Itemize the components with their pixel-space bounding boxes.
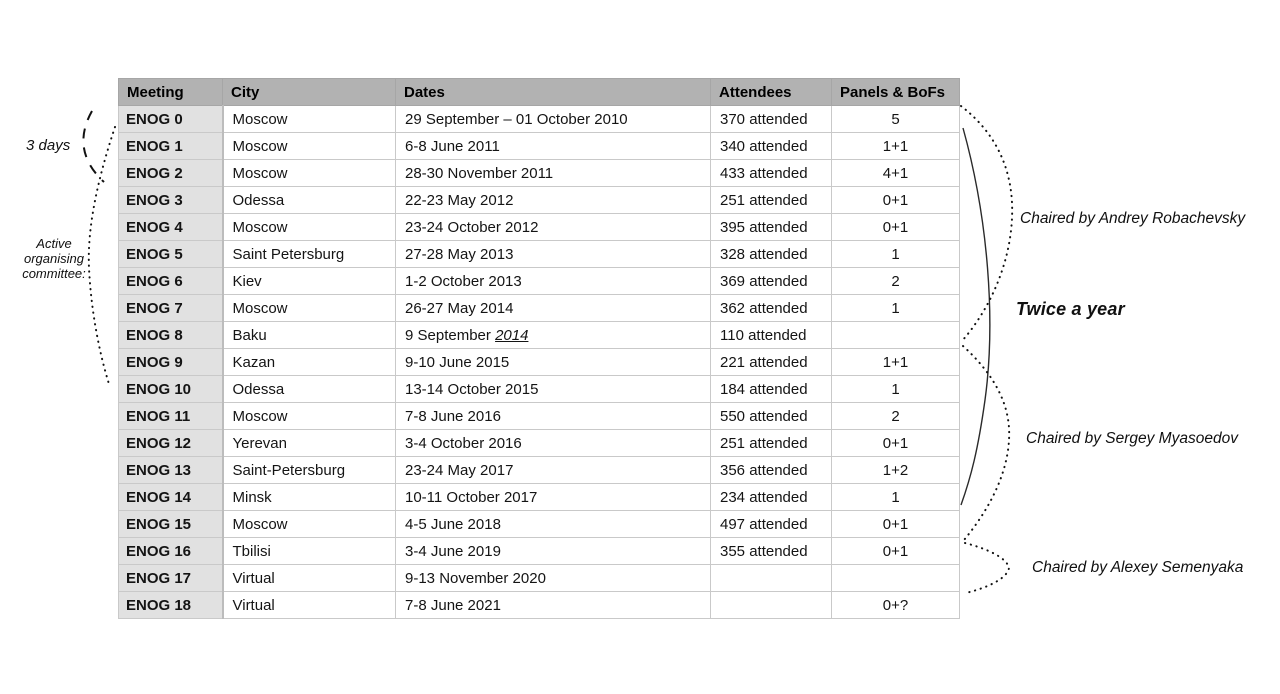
panels-cell: 0+? [832, 592, 960, 619]
city-cell: Moscow [223, 133, 396, 160]
three-days-brace [83, 111, 104, 182]
panels-cell: 2 [832, 268, 960, 295]
panels-cell [832, 565, 960, 592]
city-cell: Odessa [223, 376, 396, 403]
city-cell: Moscow [223, 295, 396, 322]
table-row [119, 592, 960, 619]
date-cell: 9-13 November 2020 [396, 565, 711, 592]
panels-cell: 1 [832, 484, 960, 511]
panels-cell: 0+1 [832, 430, 960, 457]
meeting-cell: ENOG 0 [119, 106, 223, 133]
panels-cell: 1+1 [832, 133, 960, 160]
table-row [119, 322, 960, 349]
panels-cell [832, 322, 960, 349]
panels-cell: 4+1 [832, 160, 960, 187]
attendees-cell: 234 attended [711, 484, 832, 511]
twice-a-year-arc [961, 128, 990, 505]
meeting-cell: ENOG 9 [119, 349, 223, 376]
date-cell: 23-24 May 2017 [396, 457, 711, 484]
date-cell: 4-5 June 2018 [396, 511, 711, 538]
meeting-cell: ENOG 7 [119, 295, 223, 322]
attendees-cell: 497 attended [711, 511, 832, 538]
meeting-cell: ENOG 6 [119, 268, 223, 295]
attendees-cell: 251 attended [711, 430, 832, 457]
meeting-cell: ENOG 3 [119, 187, 223, 214]
city-cell: Yerevan [223, 430, 396, 457]
city-cell: Odessa [223, 187, 396, 214]
panels-cell: 5 [832, 106, 960, 133]
attendees-cell [711, 592, 832, 619]
date-cell: 9 September 2014 [396, 322, 711, 349]
italic-underlined-year: 2014 [495, 326, 529, 344]
meeting-cell: ENOG 14 [119, 484, 223, 511]
city-cell: Tbilisi [223, 538, 396, 565]
attendees-cell: 369 attended [711, 268, 832, 295]
panels-cell: 1 [832, 295, 960, 322]
city-cell: Saint-Petersburg [223, 457, 396, 484]
table-row [119, 430, 960, 457]
city-cell: Saint Petersburg [223, 241, 396, 268]
panels-cell: 1 [832, 376, 960, 403]
city-cell: Virtual [223, 592, 396, 619]
city-cell: Moscow [223, 160, 396, 187]
panels-cell: 0+1 [832, 511, 960, 538]
three-days-label: 3 days [26, 137, 71, 154]
header-attendees: Attendees [711, 79, 832, 106]
table-row [119, 160, 960, 187]
panels-cell: 0+1 [832, 187, 960, 214]
table-row [119, 457, 960, 484]
panels-cell: 0+1 [832, 214, 960, 241]
city-cell: Minsk [223, 484, 396, 511]
chair-brace-robachevsky [961, 106, 1012, 341]
attendees-cell: 221 attended [711, 349, 832, 376]
date-cell: 27-28 May 2013 [396, 241, 711, 268]
city-cell: Moscow [223, 214, 396, 241]
meeting-cell: ENOG 12 [119, 430, 223, 457]
date-cell: 26-27 May 2014 [396, 295, 711, 322]
city-cell: Kiev [223, 268, 396, 295]
city-cell: Virtual [223, 565, 396, 592]
meeting-cell: ENOG 2 [119, 160, 223, 187]
table-row [119, 349, 960, 376]
table-row [119, 511, 960, 538]
header-dates: Dates [396, 79, 711, 106]
attendees-cell: 355 attended [711, 538, 832, 565]
attendees-cell: 328 attended [711, 241, 832, 268]
table-row [119, 403, 960, 430]
meeting-cell: ENOG 5 [119, 241, 223, 268]
date-cell: 9-10 June 2015 [396, 349, 711, 376]
table-body [119, 106, 960, 619]
meeting-cell: ENOG 15 [119, 511, 223, 538]
panels-cell: 1 [832, 241, 960, 268]
date-cell: 7-8 June 2016 [396, 403, 711, 430]
header-meeting: Meeting [119, 79, 223, 106]
date-cell: 6-8 June 2011 [396, 133, 711, 160]
meeting-cell: ENOG 17 [119, 565, 223, 592]
table-row [119, 565, 960, 592]
header-city: City [223, 79, 396, 106]
panels-cell: 0+1 [832, 538, 960, 565]
table-row [119, 295, 960, 322]
table-row [119, 376, 960, 403]
committee-label-line3: committee: [22, 266, 86, 281]
meeting-cell: ENOG 4 [119, 214, 223, 241]
committee-arrow [89, 127, 115, 384]
table-header-row [119, 79, 960, 106]
date-cell: 22-23 May 2012 [396, 187, 711, 214]
meeting-cell: ENOG 16 [119, 538, 223, 565]
date-cell: 28-30 November 2011 [396, 160, 711, 187]
attendees-cell: 251 attended [711, 187, 832, 214]
attendees-cell: 356 attended [711, 457, 832, 484]
panels-cell: 1+2 [832, 457, 960, 484]
date-cell: 13-14 October 2015 [396, 376, 711, 403]
attendees-cell: 550 attended [711, 403, 832, 430]
date-cell: 29 September – 01 October 2010 [396, 106, 711, 133]
table-row [119, 106, 960, 133]
meeting-cell: ENOG 8 [119, 322, 223, 349]
attendees-cell: 110 attended [711, 322, 832, 349]
city-cell: Moscow [223, 106, 396, 133]
chair-alexey-semenyaka-label: Chaired by Alexey Semenyaka [1032, 559, 1244, 576]
chair-sergey-myasoedov-label: Chaired by Sergey Myasoedov [1026, 430, 1238, 447]
meeting-cell: ENOG 1 [119, 133, 223, 160]
attendees-cell: 362 attended [711, 295, 832, 322]
city-cell: Baku [223, 322, 396, 349]
date-cell: 3-4 October 2016 [396, 430, 711, 457]
chair-brace-myasoedov [963, 346, 1009, 540]
attendees-cell: 184 attended [711, 376, 832, 403]
attendees-cell: 433 attended [711, 160, 832, 187]
table-row [119, 133, 960, 160]
meeting-cell: ENOG 11 [119, 403, 223, 430]
table-row [119, 484, 960, 511]
meeting-cell: ENOG 18 [119, 592, 223, 619]
committee-label-line2: organising [24, 251, 84, 266]
meeting-cell: ENOG 10 [119, 376, 223, 403]
panels-cell: 2 [832, 403, 960, 430]
twice-a-year-label: Twice a year [1016, 299, 1125, 319]
attendees-cell: 370 attended [711, 106, 832, 133]
active-organising-committee-label [16, 236, 92, 281]
chair-andrey-robachevsky-label: Chaired by Andrey Robachevsky [1020, 210, 1246, 227]
chair-brace-semenyaka [965, 543, 1009, 593]
panels-cell: 1+1 [832, 349, 960, 376]
header-panels-bofs: Panels & BoFs [832, 79, 960, 106]
attendees-cell [711, 565, 832, 592]
attendees-cell: 340 attended [711, 133, 832, 160]
table-row [119, 241, 960, 268]
date-cell: 10-11 October 2017 [396, 484, 711, 511]
date-cell: 23-24 October 2012 [396, 214, 711, 241]
city-cell: Kazan [223, 349, 396, 376]
city-cell: Moscow [223, 511, 396, 538]
attendees-cell: 395 attended [711, 214, 832, 241]
date-cell: 3-4 June 2019 [396, 538, 711, 565]
table-row [119, 538, 960, 565]
committee-label-line1: Active [36, 236, 72, 251]
date-cell: 1-2 October 2013 [396, 268, 711, 295]
table-row [119, 268, 960, 295]
enog-meetings-table [118, 78, 960, 619]
city-cell: Moscow [223, 403, 396, 430]
date-cell: 7-8 June 2021 [396, 592, 711, 619]
table-row [119, 214, 960, 241]
meeting-cell: ENOG 13 [119, 457, 223, 484]
table-row [119, 187, 960, 214]
